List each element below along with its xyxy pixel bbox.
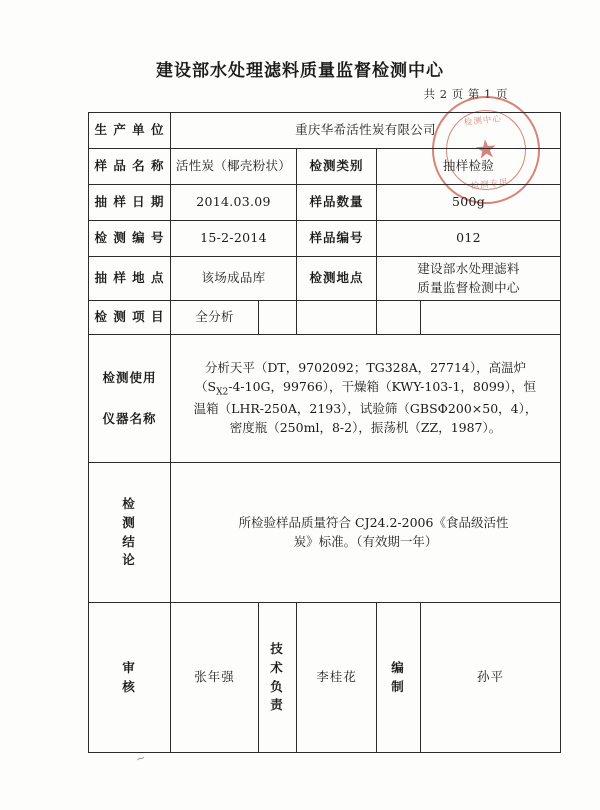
stray-pencil-mark: ~ [134,750,148,767]
value-conclusion [171,463,561,603]
label-test-no: 检 测 编 号 [89,221,171,257]
label-conclusion-char-2: 结 [122,533,137,549]
empty-cell [377,301,421,335]
label-conclusion-char-0: 检 [122,496,137,511]
label-conclusion-char-3: 论 [122,552,137,568]
conclusion-line-1: 所检验样品质量符合 CJ24.2-2006《食品级活性 [238,514,509,530]
label-editor-char-1: 制 [391,678,406,694]
table-row [89,257,561,301]
label-sample-no: 样品编号 [297,221,377,257]
value-tech-name: 李桂花 [297,603,377,753]
table-row [89,603,561,753]
table-row [89,113,561,149]
label-audit-char-1: 核 [122,678,137,694]
instruments-line2-sub: X2 [216,387,229,398]
value-test-place [377,257,561,301]
label-conclusion [89,463,171,603]
instruments-line-4: 密度瓶（250ml，8-2），振荡机（ZZ，1987）。 [229,419,502,435]
value-sample-no: 012 [377,221,561,257]
table-row [89,149,561,185]
label-conclusion-char-1: 测 [122,514,137,530]
value-sampling-place: 该场成品库 [171,257,297,301]
value-producer: 重庆华希活性炭有限公司 [171,113,561,149]
value-sample-name: 活性炭（椰壳粉状） [171,149,297,185]
table-row [89,221,561,257]
table-row [89,185,561,221]
empty-cell [259,301,297,335]
label-sampling-place: 抽 样 地 点 [89,257,171,301]
label-tech-char-2: 负 [270,678,285,694]
table-row [89,463,561,603]
instruments-line-1: 分析天平（DT，9702092；TG328A，27714），高温炉 [204,360,527,376]
instruments-line-2 [174,378,557,400]
label-tech-char-3: 责 [270,697,285,713]
value-auditor-name: 张年强 [171,603,259,753]
label-sample-name: 样 品 名 称 [89,149,171,185]
label-test-place: 检测地点 [297,257,377,301]
conclusion-line-2: 炭》标准。（有效期一年） [293,533,438,549]
label-audit [89,603,171,753]
label-editor [377,603,421,753]
label-instruments-line1: 检测使用 [102,369,157,385]
value-test-no: 15-2-2014 [171,221,297,257]
label-producer: 生 产 单 位 [89,113,171,149]
label-test-item: 检 测 项 目 [89,301,171,335]
star-icon: ★ [472,133,500,167]
empty-cell [421,301,561,335]
label-audit-char-0: 审 [122,659,137,675]
instruments-line2-post: -4-10G，99766），干燥箱（KWY-103-1，8099），恒 [228,379,536,395]
instruments-line2-pre: （S [195,379,217,395]
value-test-type: 抽样检验 [377,149,561,185]
empty-cell [297,301,377,335]
label-instruments-line2: 仪器名称 [102,410,157,426]
value-sample-qty: 500g [377,185,561,221]
seal-text-top: 检测中心 [463,114,503,129]
label-test-type: 检测类别 [297,149,377,185]
page-title: 建设部水处理滤料质量监督检测中心 [156,61,444,81]
label-editor-char-0: 编 [391,659,406,675]
label-sampling-date: 抽 样 日 期 [89,185,171,221]
value-editor-name: 孙平 [421,603,561,753]
page-count: 共 2 页 第 1 页 [423,87,508,101]
label-tech-char-0: 技 [270,641,285,656]
value-test-item: 全分析 [171,301,259,335]
table-row [89,335,561,463]
instruments-line-3: 温箱（LHR-250A，2193），试验筛（GBSΦ200×50，4）， [193,401,538,417]
report-table [88,112,561,753]
value-instruments [171,335,561,463]
label-tech-char-1: 术 [270,659,285,675]
label-sample-qty: 样品数量 [297,185,377,221]
label-instruments [89,335,171,463]
value-sampling-date: 2014.03.09 [171,185,297,221]
seal-text-bottom: 检测专用 [470,177,510,192]
value-test-place-line2: 质量监督检测中心 [417,279,520,295]
table-row [89,301,561,335]
value-test-place-line1: 建设部水处理滤料 [417,260,520,276]
label-tech-responsible [259,603,297,753]
